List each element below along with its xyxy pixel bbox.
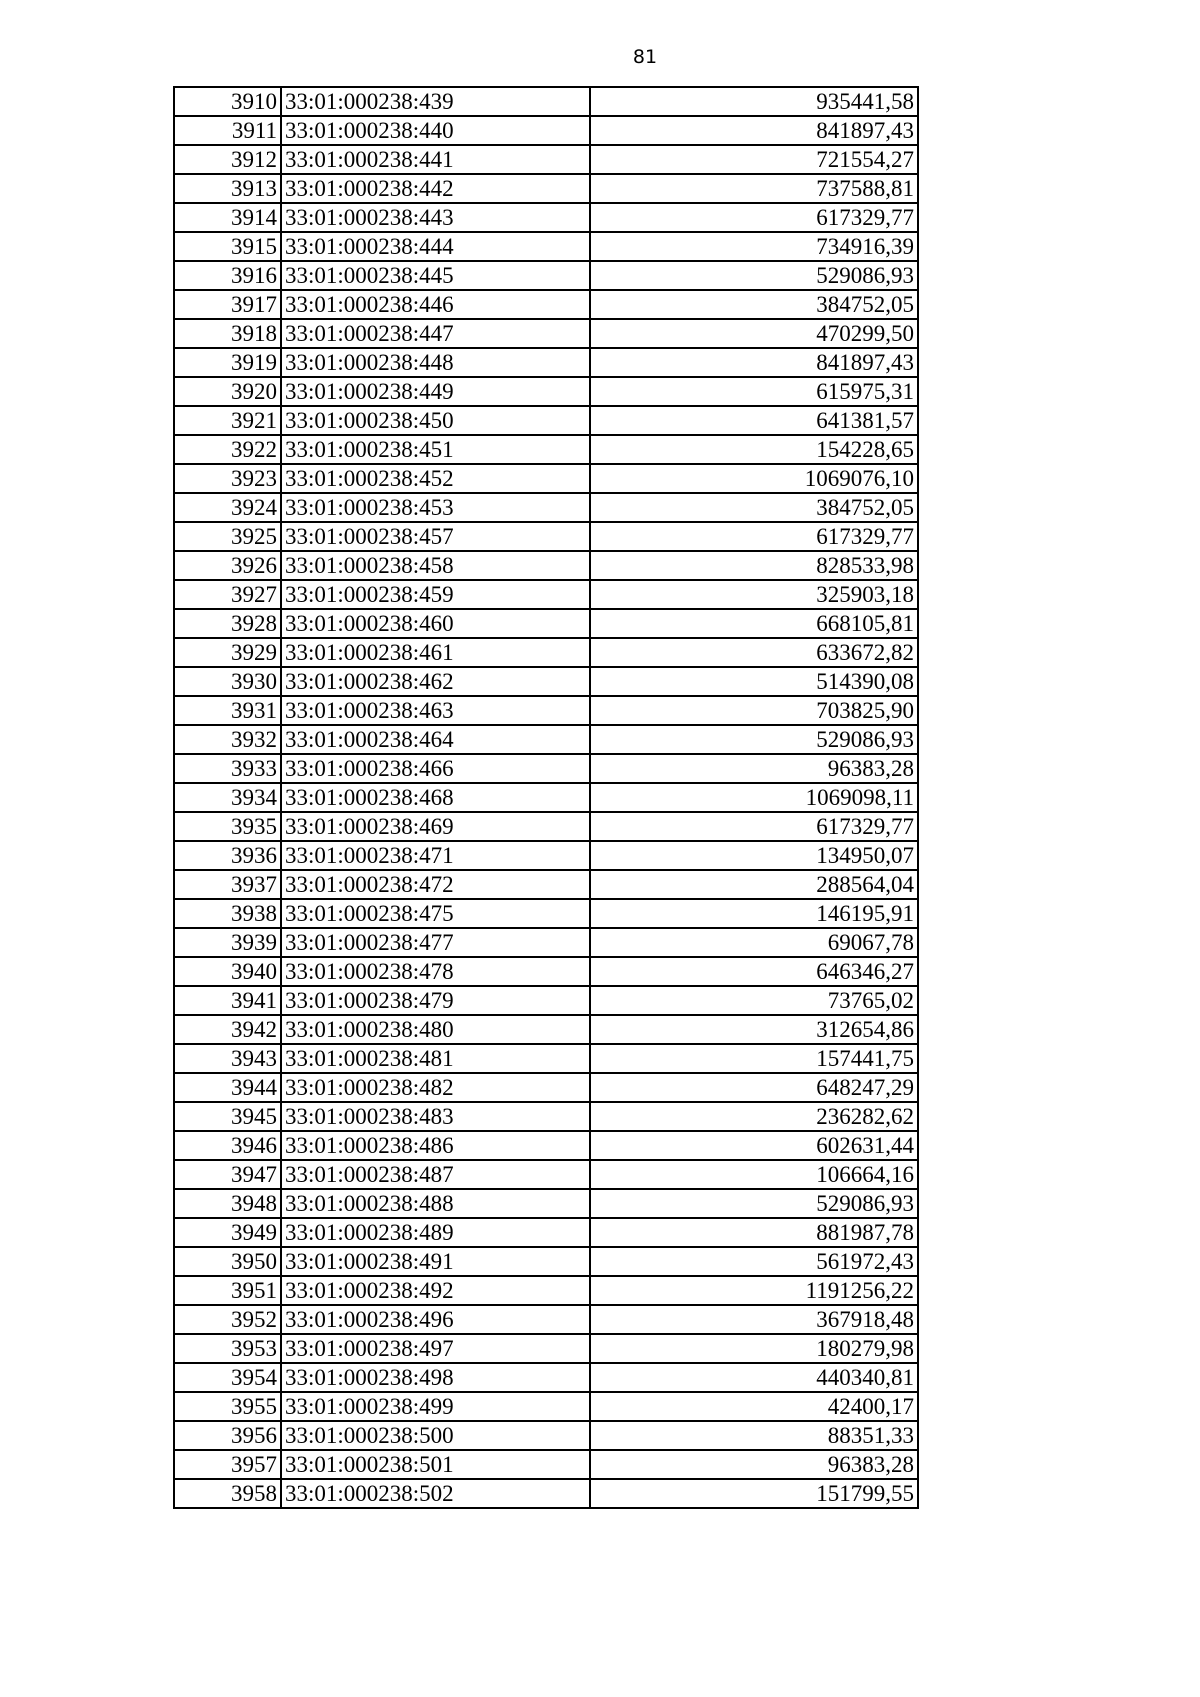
table-row bbox=[174, 464, 918, 493]
row-number-cell: 3915 bbox=[174, 232, 281, 261]
table-row bbox=[174, 145, 918, 174]
table-row bbox=[174, 986, 918, 1015]
cadastral-value-cell: 88351,33 bbox=[590, 1421, 918, 1450]
cadastral-number-cell: 33:01:000238:462 bbox=[281, 667, 590, 696]
row-number-cell: 3922 bbox=[174, 435, 281, 464]
cadastral-value-cell: 1069076,10 bbox=[590, 464, 918, 493]
table-row bbox=[174, 870, 918, 899]
cadastral-value-cell: 470299,50 bbox=[590, 319, 918, 348]
table-row bbox=[174, 551, 918, 580]
cadastral-number-cell: 33:01:000238:469 bbox=[281, 812, 590, 841]
cadastral-value-cell: 384752,05 bbox=[590, 493, 918, 522]
row-number-cell: 3938 bbox=[174, 899, 281, 928]
cadastral-number-cell: 33:01:000238:472 bbox=[281, 870, 590, 899]
row-number-cell: 3958 bbox=[174, 1479, 281, 1508]
cadastral-value-cell: 529086,93 bbox=[590, 725, 918, 754]
row-number-cell: 3948 bbox=[174, 1189, 281, 1218]
row-number-cell: 3945 bbox=[174, 1102, 281, 1131]
table-row bbox=[174, 638, 918, 667]
row-number-cell: 3937 bbox=[174, 870, 281, 899]
row-number-cell: 3927 bbox=[174, 580, 281, 609]
cadastral-number-cell: 33:01:000238:500 bbox=[281, 1421, 590, 1450]
table-row bbox=[174, 957, 918, 986]
table-row bbox=[174, 1421, 918, 1450]
cadastral-number-cell: 33:01:000238:463 bbox=[281, 696, 590, 725]
row-number-cell: 3924 bbox=[174, 493, 281, 522]
cadastral-value-cell: 828533,98 bbox=[590, 551, 918, 580]
table-row bbox=[174, 261, 918, 290]
cadastral-value-cell: 151799,55 bbox=[590, 1479, 918, 1508]
row-number-cell: 3933 bbox=[174, 754, 281, 783]
cadastral-value-cell: 157441,75 bbox=[590, 1044, 918, 1073]
cadastral-number-cell: 33:01:000238:498 bbox=[281, 1363, 590, 1392]
table-body bbox=[174, 87, 918, 1508]
cadastral-number-cell: 33:01:000238:440 bbox=[281, 116, 590, 145]
table-row bbox=[174, 754, 918, 783]
cadastral-number-cell: 33:01:000238:483 bbox=[281, 1102, 590, 1131]
table-row bbox=[174, 1073, 918, 1102]
row-number-cell: 3923 bbox=[174, 464, 281, 493]
cadastral-number-cell: 33:01:000238:499 bbox=[281, 1392, 590, 1421]
row-number-cell: 3941 bbox=[174, 986, 281, 1015]
table-row bbox=[174, 928, 918, 957]
row-number-cell: 3946 bbox=[174, 1131, 281, 1160]
cadastral-value-cell: 648247,29 bbox=[590, 1073, 918, 1102]
cadastral-value-cell: 841897,43 bbox=[590, 116, 918, 145]
row-number-cell: 3928 bbox=[174, 609, 281, 638]
cadastral-value-cell: 615975,31 bbox=[590, 377, 918, 406]
cadastral-value-cell: 529086,93 bbox=[590, 261, 918, 290]
table-row bbox=[174, 1479, 918, 1508]
cadastral-number-cell: 33:01:000238:480 bbox=[281, 1015, 590, 1044]
cadastre-value-table bbox=[173, 86, 919, 1509]
cadastral-value-cell: 1069098,11 bbox=[590, 783, 918, 812]
cadastral-value-cell: 73765,02 bbox=[590, 986, 918, 1015]
row-number-cell: 3918 bbox=[174, 319, 281, 348]
cadastral-value-cell: 325903,18 bbox=[590, 580, 918, 609]
cadastral-number-cell: 33:01:000238:450 bbox=[281, 406, 590, 435]
cadastral-value-cell: 646346,27 bbox=[590, 957, 918, 986]
cadastral-value-cell: 737588,81 bbox=[590, 174, 918, 203]
table-row bbox=[174, 1276, 918, 1305]
row-number-cell: 3932 bbox=[174, 725, 281, 754]
cadastral-value-cell: 668105,81 bbox=[590, 609, 918, 638]
cadastral-number-cell: 33:01:000238:481 bbox=[281, 1044, 590, 1073]
cadastral-value-cell: 529086,93 bbox=[590, 1189, 918, 1218]
cadastral-number-cell: 33:01:000238:471 bbox=[281, 841, 590, 870]
table-row bbox=[174, 1334, 918, 1363]
cadastral-value-cell: 561972,43 bbox=[590, 1247, 918, 1276]
table-row bbox=[174, 522, 918, 551]
cadastral-number-cell: 33:01:000238:442 bbox=[281, 174, 590, 203]
cadastral-number-cell: 33:01:000238:478 bbox=[281, 957, 590, 986]
table-row bbox=[174, 116, 918, 145]
table-row bbox=[174, 377, 918, 406]
cadastral-number-cell: 33:01:000238:479 bbox=[281, 986, 590, 1015]
row-number-cell: 3917 bbox=[174, 290, 281, 319]
cadastral-number-cell: 33:01:000238:459 bbox=[281, 580, 590, 609]
cadastral-value-cell: 384752,05 bbox=[590, 290, 918, 319]
cadastral-value-cell: 154228,65 bbox=[590, 435, 918, 464]
cadastral-number-cell: 33:01:000238:441 bbox=[281, 145, 590, 174]
table-row bbox=[174, 812, 918, 841]
row-number-cell: 3921 bbox=[174, 406, 281, 435]
cadastral-value-cell: 106664,16 bbox=[590, 1160, 918, 1189]
cadastral-number-cell: 33:01:000238:452 bbox=[281, 464, 590, 493]
cadastral-value-cell: 602631,44 bbox=[590, 1131, 918, 1160]
page-number: 81 bbox=[632, 46, 658, 68]
table-row bbox=[174, 1015, 918, 1044]
cadastral-number-cell: 33:01:000238:446 bbox=[281, 290, 590, 319]
row-number-cell: 3954 bbox=[174, 1363, 281, 1392]
table-row bbox=[174, 725, 918, 754]
cadastral-number-cell: 33:01:000238:487 bbox=[281, 1160, 590, 1189]
cadastral-number-cell: 33:01:000238:502 bbox=[281, 1479, 590, 1508]
cadastral-value-cell: 236282,62 bbox=[590, 1102, 918, 1131]
row-number-cell: 3936 bbox=[174, 841, 281, 870]
cadastral-value-cell: 440340,81 bbox=[590, 1363, 918, 1392]
row-number-cell: 3930 bbox=[174, 667, 281, 696]
table-row bbox=[174, 348, 918, 377]
cadastral-number-cell: 33:01:000238:486 bbox=[281, 1131, 590, 1160]
cadastral-number-cell: 33:01:000238:458 bbox=[281, 551, 590, 580]
cadastral-number-cell: 33:01:000238:496 bbox=[281, 1305, 590, 1334]
table-row bbox=[174, 899, 918, 928]
cadastral-value-cell: 617329,77 bbox=[590, 203, 918, 232]
row-number-cell: 3925 bbox=[174, 522, 281, 551]
cadastral-value-cell: 935441,58 bbox=[590, 87, 918, 116]
table-row bbox=[174, 841, 918, 870]
row-number-cell: 3911 bbox=[174, 116, 281, 145]
cadastral-number-cell: 33:01:000238:488 bbox=[281, 1189, 590, 1218]
table-row bbox=[174, 1160, 918, 1189]
table-row bbox=[174, 319, 918, 348]
row-number-cell: 3942 bbox=[174, 1015, 281, 1044]
table-row bbox=[174, 493, 918, 522]
table-row bbox=[174, 1102, 918, 1131]
row-number-cell: 3947 bbox=[174, 1160, 281, 1189]
cadastral-value-cell: 146195,91 bbox=[590, 899, 918, 928]
table-row bbox=[174, 406, 918, 435]
cadastral-value-cell: 734916,39 bbox=[590, 232, 918, 261]
table-row bbox=[174, 696, 918, 725]
cadastral-number-cell: 33:01:000238:501 bbox=[281, 1450, 590, 1479]
cadastral-number-cell: 33:01:000238:466 bbox=[281, 754, 590, 783]
row-number-cell: 3943 bbox=[174, 1044, 281, 1073]
table-row bbox=[174, 1305, 918, 1334]
cadastral-number-cell: 33:01:000238:443 bbox=[281, 203, 590, 232]
cadastral-number-cell: 33:01:000238:497 bbox=[281, 1334, 590, 1363]
cadastral-value-cell: 134950,07 bbox=[590, 841, 918, 870]
cadastral-value-cell: 96383,28 bbox=[590, 754, 918, 783]
cadastral-value-cell: 1191256,22 bbox=[590, 1276, 918, 1305]
row-number-cell: 3920 bbox=[174, 377, 281, 406]
row-number-cell: 3955 bbox=[174, 1392, 281, 1421]
cadastral-value-cell: 288564,04 bbox=[590, 870, 918, 899]
row-number-cell: 3910 bbox=[174, 87, 281, 116]
row-number-cell: 3956 bbox=[174, 1421, 281, 1450]
cadastral-value-cell: 96383,28 bbox=[590, 1450, 918, 1479]
row-number-cell: 3934 bbox=[174, 783, 281, 812]
table-row bbox=[174, 232, 918, 261]
row-number-cell: 3935 bbox=[174, 812, 281, 841]
cadastral-value-cell: 881987,78 bbox=[590, 1218, 918, 1247]
table-row bbox=[174, 1363, 918, 1392]
row-number-cell: 3929 bbox=[174, 638, 281, 667]
cadastral-number-cell: 33:01:000238:464 bbox=[281, 725, 590, 754]
row-number-cell: 3950 bbox=[174, 1247, 281, 1276]
cadastral-value-cell: 617329,77 bbox=[590, 812, 918, 841]
cadastral-value-cell: 641381,57 bbox=[590, 406, 918, 435]
cadastral-value-cell: 721554,27 bbox=[590, 145, 918, 174]
row-number-cell: 3952 bbox=[174, 1305, 281, 1334]
cadastral-number-cell: 33:01:000238:439 bbox=[281, 87, 590, 116]
row-number-cell: 3953 bbox=[174, 1334, 281, 1363]
row-number-cell: 3949 bbox=[174, 1218, 281, 1247]
cadastral-value-cell: 703825,90 bbox=[590, 696, 918, 725]
cadastral-value-cell: 841897,43 bbox=[590, 348, 918, 377]
row-number-cell: 3919 bbox=[174, 348, 281, 377]
row-number-cell: 3926 bbox=[174, 551, 281, 580]
cadastral-number-cell: 33:01:000238:457 bbox=[281, 522, 590, 551]
row-number-cell: 3940 bbox=[174, 957, 281, 986]
row-number-cell: 3957 bbox=[174, 1450, 281, 1479]
row-number-cell: 3939 bbox=[174, 928, 281, 957]
table-row bbox=[174, 1218, 918, 1247]
cadastral-number-cell: 33:01:000238:449 bbox=[281, 377, 590, 406]
table-row bbox=[174, 174, 918, 203]
cadastral-number-cell: 33:01:000238:477 bbox=[281, 928, 590, 957]
cadastral-value-cell: 42400,17 bbox=[590, 1392, 918, 1421]
row-number-cell: 3916 bbox=[174, 261, 281, 290]
cadastral-value-cell: 180279,98 bbox=[590, 1334, 918, 1363]
cadastral-number-cell: 33:01:000238:468 bbox=[281, 783, 590, 812]
cadastral-value-cell: 69067,78 bbox=[590, 928, 918, 957]
cadastral-number-cell: 33:01:000238:489 bbox=[281, 1218, 590, 1247]
cadastral-number-cell: 33:01:000238:453 bbox=[281, 493, 590, 522]
table-row bbox=[174, 1189, 918, 1218]
row-number-cell: 3914 bbox=[174, 203, 281, 232]
table-row bbox=[174, 1131, 918, 1160]
row-number-cell: 3913 bbox=[174, 174, 281, 203]
table-row bbox=[174, 203, 918, 232]
cadastral-value-cell: 367918,48 bbox=[590, 1305, 918, 1334]
table-row bbox=[174, 667, 918, 696]
table-row bbox=[174, 580, 918, 609]
table-row bbox=[174, 609, 918, 638]
cadastral-number-cell: 33:01:000238:482 bbox=[281, 1073, 590, 1102]
cadastral-number-cell: 33:01:000238:444 bbox=[281, 232, 590, 261]
cadastral-number-cell: 33:01:000238:475 bbox=[281, 899, 590, 928]
row-number-cell: 3931 bbox=[174, 696, 281, 725]
cadastral-number-cell: 33:01:000238:445 bbox=[281, 261, 590, 290]
cadastral-value-cell: 312654,86 bbox=[590, 1015, 918, 1044]
cadastral-number-cell: 33:01:000238:492 bbox=[281, 1276, 590, 1305]
row-number-cell: 3912 bbox=[174, 145, 281, 174]
table-row bbox=[174, 783, 918, 812]
row-number-cell: 3944 bbox=[174, 1073, 281, 1102]
table-row bbox=[174, 1450, 918, 1479]
row-number-cell: 3951 bbox=[174, 1276, 281, 1305]
cadastral-value-cell: 514390,08 bbox=[590, 667, 918, 696]
table-row bbox=[174, 87, 918, 116]
table-row bbox=[174, 1247, 918, 1276]
table-row bbox=[174, 1044, 918, 1073]
table-row bbox=[174, 435, 918, 464]
cadastral-number-cell: 33:01:000238:460 bbox=[281, 609, 590, 638]
cadastral-value-cell: 617329,77 bbox=[590, 522, 918, 551]
cadastral-number-cell: 33:01:000238:451 bbox=[281, 435, 590, 464]
cadastral-value-cell: 633672,82 bbox=[590, 638, 918, 667]
cadastral-number-cell: 33:01:000238:447 bbox=[281, 319, 590, 348]
cadastral-number-cell: 33:01:000238:461 bbox=[281, 638, 590, 667]
table-row bbox=[174, 1392, 918, 1421]
cadastral-number-cell: 33:01:000238:491 bbox=[281, 1247, 590, 1276]
cadastral-number-cell: 33:01:000238:448 bbox=[281, 348, 590, 377]
table-row bbox=[174, 290, 918, 319]
